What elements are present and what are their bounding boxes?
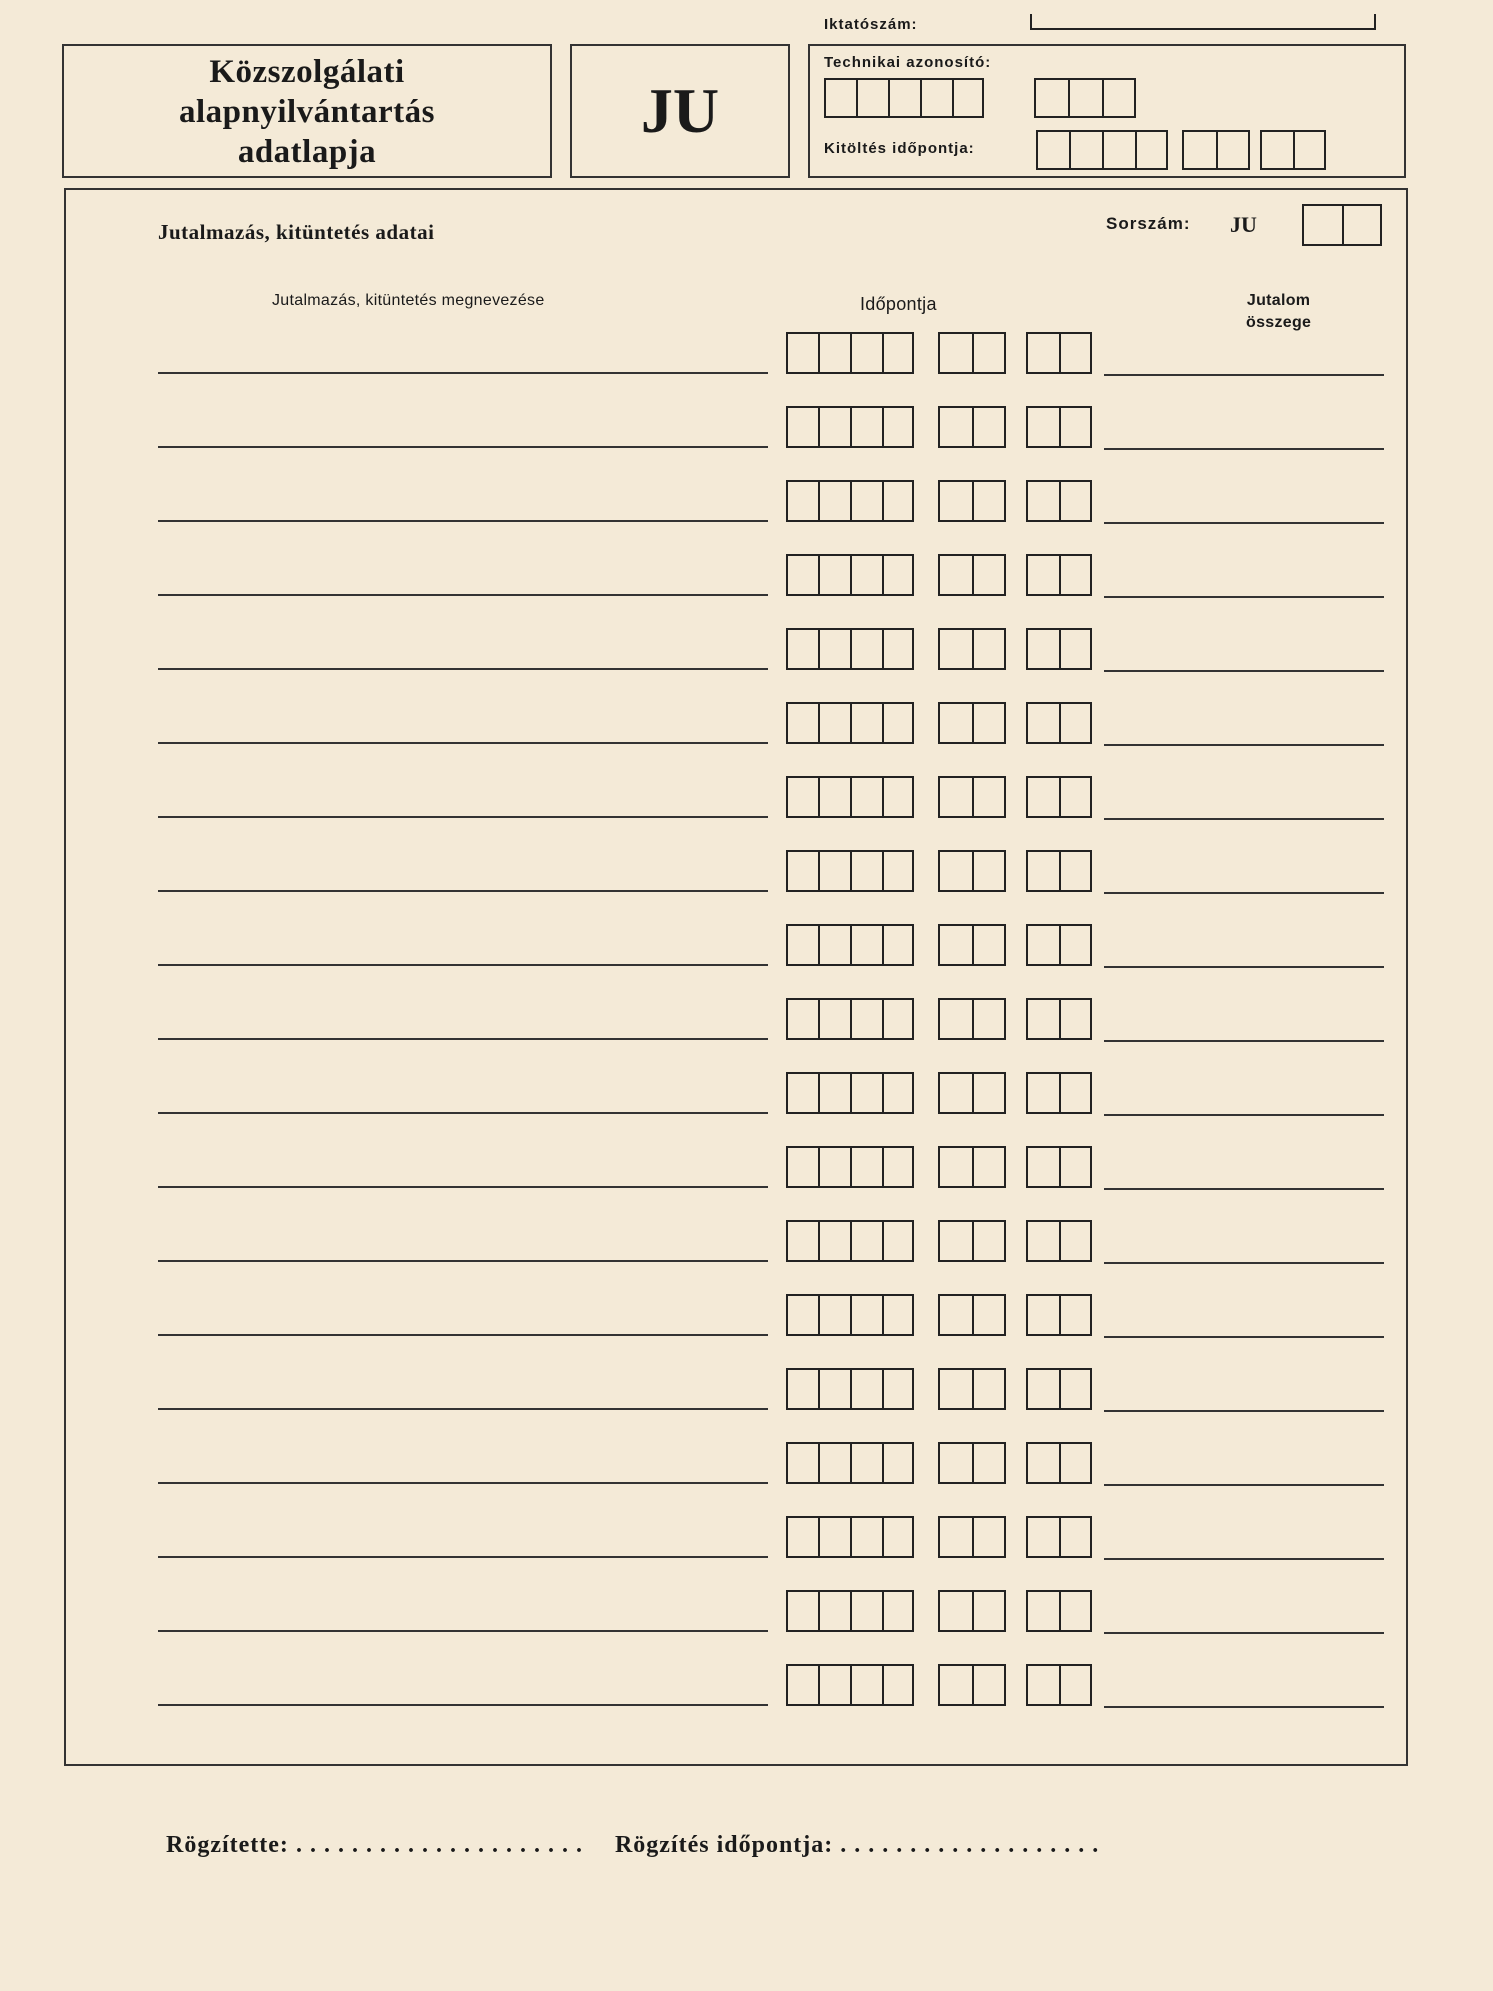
date-digit-box[interactable]: [882, 1590, 914, 1632]
award-date-month-boxes[interactable]: [938, 1368, 1006, 1410]
award-amount-field[interactable]: [1104, 818, 1384, 820]
award-name-field[interactable]: [158, 372, 768, 374]
date-digit-box[interactable]: [938, 1294, 972, 1336]
date-digit-box[interactable]: [818, 776, 850, 818]
award-name-field[interactable]: [158, 1112, 768, 1114]
date-digit-box[interactable]: [1059, 702, 1092, 744]
award-amount-field[interactable]: [1104, 744, 1384, 746]
award-date-day-boxes[interactable]: [1026, 1072, 1092, 1114]
award-date-year-boxes[interactable]: [786, 776, 914, 818]
date-digit-box[interactable]: [850, 702, 882, 744]
date-digit-box[interactable]: [1059, 1368, 1092, 1410]
award-date-day-boxes[interactable]: [1026, 554, 1092, 596]
date-digit-box[interactable]: [1059, 998, 1092, 1040]
award-date-day-boxes[interactable]: [1026, 998, 1092, 1040]
award-date-year-boxes[interactable]: [786, 1146, 914, 1188]
date-digit-box[interactable]: [972, 850, 1006, 892]
award-date-month-boxes[interactable]: [938, 628, 1006, 670]
date-digit-box[interactable]: [938, 1442, 972, 1484]
award-name-field[interactable]: [158, 446, 768, 448]
date-digit-box[interactable]: [972, 924, 1006, 966]
date-digit-box[interactable]: [786, 924, 818, 966]
date-digit-box[interactable]: [786, 1516, 818, 1558]
award-name-field[interactable]: [158, 668, 768, 670]
form-title-line-2: alapnyilvántartás: [178, 94, 436, 130]
date-digit-box[interactable]: [850, 1072, 882, 1114]
award-date-day-boxes[interactable]: [1026, 480, 1092, 522]
date-digit-box[interactable]: [818, 480, 850, 522]
award-amount-field[interactable]: [1104, 374, 1384, 376]
award-date-year-boxes[interactable]: [786, 1368, 914, 1410]
award-date-month-boxes[interactable]: [938, 1220, 1006, 1262]
date-digit-box[interactable]: [972, 1516, 1006, 1558]
date-digit-box[interactable]: [938, 776, 972, 818]
award-name-field[interactable]: [158, 816, 768, 818]
date-digit-box[interactable]: [972, 1294, 1006, 1336]
id-box[interactable]: [888, 78, 920, 118]
title-box: [62, 44, 552, 178]
award-date-year-boxes[interactable]: [786, 924, 914, 966]
award-date-day-boxes[interactable]: [1026, 1590, 1092, 1632]
date-digit-box[interactable]: [1026, 1442, 1059, 1484]
date-digit-box[interactable]: [850, 998, 882, 1040]
award-date-year-boxes[interactable]: [786, 1664, 914, 1706]
date-digit-box[interactable]: [1059, 1590, 1092, 1632]
award-date-month-boxes[interactable]: [938, 998, 1006, 1040]
date-digit-box[interactable]: [1059, 850, 1092, 892]
award-date-day-boxes[interactable]: [1026, 1442, 1092, 1484]
award-date-month-boxes[interactable]: [938, 1072, 1006, 1114]
date-digit-box[interactable]: [972, 554, 1006, 596]
date-digit-box[interactable]: [1059, 406, 1092, 448]
id-box[interactable]: [1068, 78, 1102, 118]
date-digit-box[interactable]: [818, 332, 850, 374]
date-digit-box[interactable]: [882, 850, 914, 892]
date-digit-box[interactable]: [1059, 1072, 1092, 1114]
date-digit-box[interactable]: [1026, 1590, 1059, 1632]
award-name-field[interactable]: [158, 1186, 768, 1188]
technikai-azonosito-boxes-2[interactable]: [1034, 78, 1136, 118]
award-date-month-boxes[interactable]: [938, 332, 1006, 374]
id-box[interactable]: [856, 78, 888, 118]
award-amount-field[interactable]: [1104, 1632, 1384, 1634]
award-date-year-boxes[interactable]: [786, 628, 914, 670]
award-date-month-boxes[interactable]: [938, 1146, 1006, 1188]
date-digit-box[interactable]: [850, 480, 882, 522]
date-digit-box[interactable]: [850, 1442, 882, 1484]
award-amount-field[interactable]: [1104, 892, 1384, 894]
award-date-day-boxes[interactable]: [1026, 406, 1092, 448]
award-date-day-boxes[interactable]: [1026, 776, 1092, 818]
form-title-line-1: Közszolgálati: [209, 54, 405, 90]
award-name-field[interactable]: [158, 742, 768, 744]
sorszam-digit-box[interactable]: [1342, 204, 1382, 246]
date-digit-box[interactable]: [1026, 1664, 1059, 1706]
id-box[interactable]: [1034, 78, 1068, 118]
award-amount-field[interactable]: [1104, 1262, 1384, 1264]
award-name-field[interactable]: [158, 890, 768, 892]
date-digit-box[interactable]: [938, 924, 972, 966]
date-digit-box[interactable]: [850, 1220, 882, 1262]
date-digit-box[interactable]: [786, 702, 818, 744]
rogzites-idopontja-field[interactable]: . . . . . . . . . . . . . . . . . . .: [840, 1832, 1100, 1858]
date-digit-box[interactable]: [882, 406, 914, 448]
date-digit-box[interactable]: [882, 1442, 914, 1484]
award-date-month-boxes[interactable]: [938, 1516, 1006, 1558]
award-date-day-boxes[interactable]: [1026, 1664, 1092, 1706]
date-digit-box[interactable]: [972, 1442, 1006, 1484]
date-digit-box[interactable]: [972, 1664, 1006, 1706]
date-digit-box[interactable]: [1182, 130, 1216, 170]
date-digit-box[interactable]: [938, 1664, 972, 1706]
award-date-day-boxes[interactable]: [1026, 1146, 1092, 1188]
award-date-year-boxes[interactable]: [786, 332, 914, 374]
date-digit-box[interactable]: [818, 1516, 850, 1558]
date-digit-box[interactable]: [1059, 480, 1092, 522]
award-date-day-boxes[interactable]: [1026, 332, 1092, 374]
date-digit-box[interactable]: [972, 1368, 1006, 1410]
section-title: Jutalmazás, kitüntetés adatai: [158, 220, 435, 244]
date-digit-box[interactable]: [850, 332, 882, 374]
date-digit-box[interactable]: [1059, 332, 1092, 374]
date-digit-box[interactable]: [850, 1146, 882, 1188]
date-digit-box[interactable]: [850, 1368, 882, 1410]
date-digit-box[interactable]: [882, 1294, 914, 1336]
date-digit-box[interactable]: [850, 554, 882, 596]
id-box[interactable]: [920, 78, 952, 118]
col-name-header: Jutalmazás, kitüntetés megnevezése: [272, 292, 545, 309]
date-digit-box[interactable]: [786, 406, 818, 448]
award-name-field[interactable]: [158, 1334, 768, 1336]
award-name-field[interactable]: [158, 1556, 768, 1558]
date-digit-box[interactable]: [972, 1072, 1006, 1114]
date-digit-box[interactable]: [1102, 130, 1135, 170]
date-digit-box[interactable]: [882, 332, 914, 374]
award-date-month-boxes[interactable]: [938, 1590, 1006, 1632]
form-title: [64, 52, 550, 172]
date-digit-box[interactable]: [786, 850, 818, 892]
date-digit-box[interactable]: [786, 1220, 818, 1262]
date-digit-box[interactable]: [818, 1368, 850, 1410]
award-date-day-boxes[interactable]: [1026, 702, 1092, 744]
date-digit-box[interactable]: [1026, 998, 1059, 1040]
date-digit-box[interactable]: [938, 1072, 972, 1114]
date-digit-box[interactable]: [938, 554, 972, 596]
date-digit-box[interactable]: [818, 1442, 850, 1484]
award-date-year-boxes[interactable]: [786, 1072, 914, 1114]
award-amount-field[interactable]: [1104, 1188, 1384, 1190]
award-date-year-boxes[interactable]: [786, 702, 914, 744]
kitoltes-year-boxes[interactable]: [1036, 130, 1168, 170]
date-digit-box[interactable]: [972, 628, 1006, 670]
award-date-day-boxes[interactable]: [1026, 1294, 1092, 1336]
award-date-day-boxes[interactable]: [1026, 924, 1092, 966]
date-digit-box[interactable]: [972, 1220, 1006, 1262]
date-digit-box[interactable]: [818, 1220, 850, 1262]
date-digit-box[interactable]: [882, 924, 914, 966]
date-digit-box[interactable]: [882, 1664, 914, 1706]
date-digit-box[interactable]: [972, 776, 1006, 818]
date-digit-box[interactable]: [850, 850, 882, 892]
award-name-field[interactable]: [158, 964, 768, 966]
date-digit-box[interactable]: [818, 850, 850, 892]
award-amount-field[interactable]: [1104, 966, 1384, 968]
award-name-field[interactable]: [158, 1260, 768, 1262]
col-amount-header: [1246, 290, 1311, 334]
date-digit-box[interactable]: [818, 628, 850, 670]
kitoltes-idopontja-label: Kitöltés időpontja:: [824, 140, 975, 157]
rogzites-idopontja-label: Rögzítés időpontja:: [614, 1832, 834, 1858]
date-digit-box[interactable]: [1059, 554, 1092, 596]
kitoltes-month-boxes[interactable]: [1182, 130, 1250, 170]
award-date-year-boxes[interactable]: [786, 406, 914, 448]
sorszam-prefix: JU: [1230, 212, 1257, 237]
date-digit-box[interactable]: [818, 554, 850, 596]
award-amount-field[interactable]: [1104, 1114, 1384, 1116]
date-digit-box[interactable]: [1026, 1294, 1059, 1336]
date-digit-box[interactable]: [1059, 628, 1092, 670]
date-digit-box[interactable]: [882, 776, 914, 818]
iktatoszam-label: Iktatószám:: [824, 16, 918, 33]
award-date-year-boxes[interactable]: [786, 1590, 914, 1632]
form-code-box: [570, 44, 790, 178]
award-date-year-boxes[interactable]: [786, 480, 914, 522]
date-digit-box[interactable]: [786, 1294, 818, 1336]
date-digit-box[interactable]: [938, 1220, 972, 1262]
date-digit-box[interactable]: [882, 554, 914, 596]
award-date-month-boxes[interactable]: [938, 702, 1006, 744]
date-digit-box[interactable]: [882, 998, 914, 1040]
award-date-month-boxes[interactable]: [938, 406, 1006, 448]
award-amount-field[interactable]: [1104, 1558, 1384, 1560]
id-box[interactable]: [1102, 78, 1136, 118]
date-digit-box[interactable]: [1026, 1072, 1059, 1114]
date-digit-box[interactable]: [818, 1664, 850, 1706]
date-digit-box[interactable]: [1069, 130, 1102, 170]
date-digit-box[interactable]: [1026, 1368, 1059, 1410]
date-digit-box[interactable]: [938, 1516, 972, 1558]
id-box[interactable]: [952, 78, 984, 118]
col-date-header: Időpontja: [860, 294, 937, 314]
footer: [166, 1832, 1099, 1859]
date-digit-box[interactable]: [938, 1368, 972, 1410]
date-digit-box[interactable]: [850, 776, 882, 818]
award-amount-field[interactable]: [1104, 448, 1384, 450]
award-date-year-boxes[interactable]: [786, 1294, 914, 1336]
date-digit-box[interactable]: [850, 1516, 882, 1558]
date-digit-box[interactable]: [938, 702, 972, 744]
date-digit-box[interactable]: [1026, 1146, 1059, 1188]
kitoltes-day-boxes[interactable]: [1260, 130, 1326, 170]
date-digit-box[interactable]: [818, 998, 850, 1040]
award-name-field[interactable]: [158, 1038, 768, 1040]
date-digit-box[interactable]: [850, 1590, 882, 1632]
date-digit-box[interactable]: [1026, 776, 1059, 818]
date-digit-box[interactable]: [850, 628, 882, 670]
date-digit-box[interactable]: [882, 628, 914, 670]
award-amount-field[interactable]: [1104, 596, 1384, 598]
date-digit-box[interactable]: [972, 406, 1006, 448]
sorszam-boxes[interactable]: [1302, 204, 1382, 246]
date-digit-box[interactable]: [818, 1590, 850, 1632]
date-digit-box[interactable]: [938, 850, 972, 892]
sorszam-digit-box[interactable]: [1302, 204, 1342, 246]
date-digit-box[interactable]: [1135, 130, 1168, 170]
date-digit-box[interactable]: [882, 1220, 914, 1262]
date-digit-box[interactable]: [818, 1294, 850, 1336]
awards-section: [64, 188, 1408, 1766]
date-digit-box[interactable]: [938, 1590, 972, 1632]
date-digit-box[interactable]: [938, 406, 972, 448]
award-date-day-boxes[interactable]: [1026, 1220, 1092, 1262]
date-digit-box[interactable]: [1216, 130, 1250, 170]
date-digit-box[interactable]: [972, 480, 1006, 522]
award-name-field[interactable]: [158, 1630, 768, 1632]
date-digit-box[interactable]: [1026, 406, 1059, 448]
date-digit-box[interactable]: [786, 1590, 818, 1632]
rogzitette-field[interactable]: . . . . . . . . . . . . . . . . . . . . .: [295, 1832, 583, 1858]
award-date-day-boxes[interactable]: [1026, 850, 1092, 892]
date-digit-box[interactable]: [1036, 130, 1069, 170]
date-digit-box[interactable]: [882, 1146, 914, 1188]
date-digit-box[interactable]: [786, 480, 818, 522]
date-digit-box[interactable]: [850, 924, 882, 966]
rogzitette-label: Rögzítette:: [166, 1832, 289, 1858]
date-digit-box[interactable]: [1026, 924, 1059, 966]
date-digit-box[interactable]: [818, 1146, 850, 1188]
date-digit-box[interactable]: [818, 702, 850, 744]
date-digit-box[interactable]: [938, 332, 972, 374]
date-digit-box[interactable]: [1059, 1294, 1092, 1336]
award-date-day-boxes[interactable]: [1026, 1368, 1092, 1410]
date-digit-box[interactable]: [1059, 776, 1092, 818]
date-digit-box[interactable]: [938, 1146, 972, 1188]
date-digit-box[interactable]: [882, 1072, 914, 1114]
award-name-field[interactable]: [158, 520, 768, 522]
date-digit-box[interactable]: [1059, 1146, 1092, 1188]
date-digit-box[interactable]: [882, 480, 914, 522]
award-date-month-boxes[interactable]: [938, 480, 1006, 522]
date-digit-box[interactable]: [972, 1146, 1006, 1188]
date-digit-box[interactable]: [786, 1442, 818, 1484]
date-digit-box[interactable]: [1026, 702, 1059, 744]
date-digit-box[interactable]: [1059, 1442, 1092, 1484]
date-digit-box[interactable]: [786, 776, 818, 818]
date-digit-box[interactable]: [786, 1072, 818, 1114]
date-digit-box[interactable]: [1059, 1516, 1092, 1558]
award-name-field[interactable]: [158, 594, 768, 596]
date-digit-box[interactable]: [972, 1590, 1006, 1632]
award-date-year-boxes[interactable]: [786, 554, 914, 596]
date-digit-box[interactable]: [882, 1516, 914, 1558]
date-digit-box[interactable]: [850, 406, 882, 448]
date-digit-box[interactable]: [1026, 554, 1059, 596]
form-code: JU: [640, 75, 720, 146]
form-title-line-3: adatlapja: [237, 134, 377, 170]
award-date-year-boxes[interactable]: [786, 1516, 914, 1558]
award-date-year-boxes[interactable]: [786, 1220, 914, 1262]
date-digit-box[interactable]: [786, 628, 818, 670]
award-date-month-boxes[interactable]: [938, 850, 1006, 892]
date-digit-box[interactable]: [850, 1294, 882, 1336]
date-digit-box[interactable]: [786, 998, 818, 1040]
award-date-year-boxes[interactable]: [786, 850, 914, 892]
identifier-box: [808, 44, 1406, 178]
award-date-month-boxes[interactable]: [938, 554, 1006, 596]
date-digit-box[interactable]: [1059, 924, 1092, 966]
date-digit-box[interactable]: [850, 1664, 882, 1706]
date-digit-box[interactable]: [1026, 850, 1059, 892]
award-amount-field[interactable]: [1104, 670, 1384, 672]
award-date-year-boxes[interactable]: [786, 998, 914, 1040]
award-date-day-boxes[interactable]: [1026, 628, 1092, 670]
date-digit-box[interactable]: [972, 332, 1006, 374]
technikai-azonosito-label: Technikai azonosító:: [824, 54, 992, 71]
col-amount-header-line-1: Jutalom: [1246, 292, 1311, 309]
date-digit-box[interactable]: [818, 406, 850, 448]
award-name-field[interactable]: [158, 1704, 768, 1706]
date-digit-box[interactable]: [938, 480, 972, 522]
date-digit-box[interactable]: [818, 1072, 850, 1114]
date-digit-box[interactable]: [1026, 480, 1059, 522]
date-digit-box[interactable]: [786, 332, 818, 374]
date-digit-box[interactable]: [786, 1146, 818, 1188]
date-digit-box[interactable]: [972, 998, 1006, 1040]
date-digit-box[interactable]: [786, 554, 818, 596]
date-digit-box[interactable]: [786, 1368, 818, 1410]
award-name-field[interactable]: [158, 1408, 768, 1410]
award-amount-field[interactable]: [1104, 1410, 1384, 1412]
date-digit-box[interactable]: [818, 924, 850, 966]
award-date-month-boxes[interactable]: [938, 924, 1006, 966]
technikai-azonosito-boxes-1[interactable]: [824, 78, 984, 118]
id-box[interactable]: [824, 78, 856, 118]
date-digit-box[interactable]: [786, 1664, 818, 1706]
date-digit-box[interactable]: [882, 1368, 914, 1410]
award-amount-field[interactable]: [1104, 1706, 1384, 1708]
date-digit-box[interactable]: [1059, 1664, 1092, 1706]
date-digit-box[interactable]: [882, 702, 914, 744]
iktatoszam-field[interactable]: [1030, 14, 1376, 30]
award-date-month-boxes[interactable]: [938, 1294, 1006, 1336]
date-digit-box[interactable]: [938, 628, 972, 670]
award-date-year-boxes[interactable]: [786, 1442, 914, 1484]
award-date-month-boxes[interactable]: [938, 776, 1006, 818]
date-digit-box[interactable]: [1059, 1220, 1092, 1262]
award-date-day-boxes[interactable]: [1026, 1516, 1092, 1558]
col-amount-header-line-2: összege: [1246, 314, 1312, 331]
date-digit-box[interactable]: [938, 998, 972, 1040]
date-digit-box[interactable]: [1293, 130, 1326, 170]
award-name-field[interactable]: [158, 1482, 768, 1484]
date-digit-box[interactable]: [1026, 1516, 1059, 1558]
award-amount-field[interactable]: [1104, 1040, 1384, 1042]
sorszam-label: Sorszám:: [1106, 214, 1191, 233]
award-date-month-boxes[interactable]: [938, 1442, 1006, 1484]
date-digit-box[interactable]: [1260, 130, 1293, 170]
date-digit-box[interactable]: [1026, 628, 1059, 670]
award-amount-field[interactable]: [1104, 1484, 1384, 1486]
award-date-month-boxes[interactable]: [938, 1664, 1006, 1706]
date-digit-box[interactable]: [1026, 1220, 1059, 1262]
award-amount-field[interactable]: [1104, 1336, 1384, 1338]
date-digit-box[interactable]: [1026, 332, 1059, 374]
award-amount-field[interactable]: [1104, 522, 1384, 524]
date-digit-box[interactable]: [972, 702, 1006, 744]
